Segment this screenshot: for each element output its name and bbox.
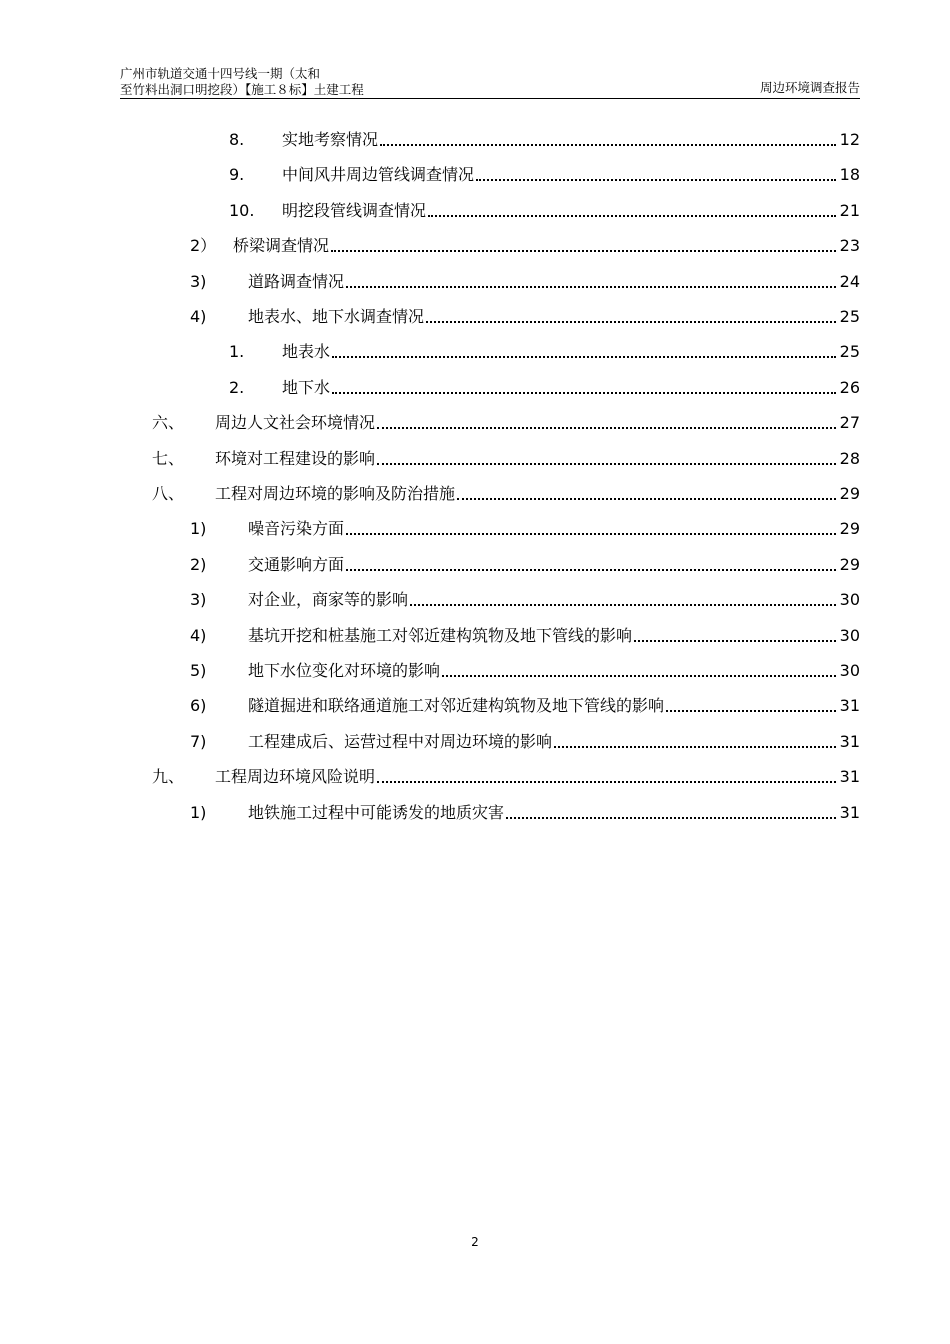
toc-entry-page: 24 [839,272,860,291]
toc-entry-number: 6) [190,696,207,715]
toc-entry[interactable] [152,403,860,433]
toc-entry[interactable] [190,651,860,681]
toc-entry-number: 1) [190,803,207,822]
toc-entry-number: 1. [229,342,245,361]
toc-entry-number: 2. [229,378,245,397]
toc-entry[interactable] [190,580,860,610]
toc-entry[interactable] [190,509,860,539]
toc-dot-leader [332,391,836,394]
toc-entry-title: 隧道掘进和联络通道施工对邻近建构筑物及地下管线的影响 [248,696,665,715]
toc-dot-leader [476,178,836,181]
header-report-title: 周边环境调查报告 [759,80,860,95]
toc-entry-number: 2） [190,236,217,255]
toc-entry-title: 工程建成后、运营过程中对周边环境的影响 [248,732,553,751]
toc-entry[interactable] [190,262,860,292]
toc-entry-page: 23 [839,236,860,255]
toc-entry[interactable] [229,191,860,221]
toc-entry-title: 工程周边环境风险说明 [215,767,376,786]
toc-dot-leader [457,497,836,500]
toc-entry-title: 地铁施工过程中可能诱发的地质灾害 [248,803,505,822]
toc-entry-page: 30 [839,661,860,680]
toc-entry-number: 4) [190,307,207,326]
toc-entry-number: 3) [190,272,207,291]
toc-entry[interactable] [190,616,860,646]
toc-dot-leader [377,426,836,429]
toc-entry-title: 工程对周边环境的影响及防治措施 [215,484,456,503]
toc-dot-leader [346,285,836,288]
toc-entry-title: 实地考察情况 [282,130,379,149]
toc-entry-page: 27 [839,413,860,432]
toc-entry-number: 七、 [152,449,185,468]
toc-entry-title: 基坑开挖和桩基施工对邻近建构筑物及地下管线的影响 [248,626,633,645]
header-project-name [120,66,364,98]
toc-entry-page: 30 [839,626,860,645]
toc-entry[interactable] [190,545,860,575]
toc-entry-title: 桥梁调查情况 [233,236,330,255]
toc-dot-leader [410,603,836,606]
toc-entry[interactable] [190,793,860,823]
toc-entry-title: 地下水位变化对环境的影响 [248,661,441,680]
toc-entry-number: 六、 [152,413,185,432]
toc-dot-leader [506,816,836,819]
toc-entry-page: 29 [839,555,860,574]
toc-entry-number: 4) [190,626,207,645]
toc-entry[interactable] [229,332,860,362]
toc-entry-number: 5) [190,661,207,680]
toc-entry-page: 31 [839,696,860,715]
toc-entry-title: 地表水 [282,342,331,361]
toc-entry-page: 25 [839,342,860,361]
header-line-2: 至竹料出洞口明挖段）【施工８标】土建工程 [120,82,364,97]
toc-entry-page: 12 [839,130,860,149]
page-header [120,66,860,99]
toc-entry-page: 30 [839,590,860,609]
toc-entry-number: 8. [229,130,245,149]
toc-dot-leader [426,320,836,323]
toc-entry-page: 31 [839,767,860,786]
toc-entry[interactable] [229,368,860,398]
toc-dot-leader [377,462,836,465]
toc-dot-leader [346,532,836,535]
toc-entry-title: 交通影响方面 [248,555,345,574]
toc-entry-page: 25 [839,307,860,326]
toc-entry-number: 2) [190,555,207,574]
toc-entry-title: 地下水 [282,378,331,397]
page-number: 2 [471,1235,479,1249]
toc-entry[interactable] [190,297,860,327]
toc-entry-title: 明挖段管线调查情况 [282,201,427,220]
toc-entry-title: 噪音污染方面 [248,519,345,538]
toc-dot-leader [634,639,836,642]
toc-entry-title: 道路调查情况 [248,272,345,291]
toc-entry-page: 28 [839,449,860,468]
toc-entry-page: 31 [839,803,860,822]
toc-entry-page: 26 [839,378,860,397]
toc-entry-number: 九、 [152,767,185,786]
toc-entry[interactable] [229,155,860,185]
header-line-1: 广州市轨道交通十四号线一期（太和 [120,66,321,81]
toc-entry-page: 29 [839,484,860,503]
toc-entry-title: 周边人文社会环境情况 [215,413,376,432]
toc-entry-page: 18 [839,165,860,184]
toc-dot-leader [380,143,836,146]
toc-entry[interactable] [152,439,860,469]
toc-entry-number: 1) [190,519,207,538]
toc-entry-title: 中间风井周边管线调查情况 [282,165,475,184]
toc-entry[interactable] [229,120,860,150]
toc-entry-page: 31 [839,732,860,751]
toc-entry-number: 7) [190,732,207,751]
toc-entry[interactable] [190,226,860,256]
toc-dot-leader [428,214,836,217]
toc-entry[interactable] [152,474,860,504]
toc-entry-number: 9. [229,165,245,184]
toc-dot-leader [554,745,836,748]
toc-dot-leader [442,674,836,677]
toc-entry[interactable] [190,686,860,716]
toc-dot-leader [346,568,836,571]
toc-entry-title: 地表水、地下水调查情况 [248,307,425,326]
toc-dot-leader [332,355,836,358]
toc-entry-page: 21 [839,201,860,220]
toc-entry-page: 29 [839,519,860,538]
toc-entry[interactable] [190,722,860,752]
toc-entry-number: 八、 [152,484,185,503]
toc-entry[interactable] [152,757,860,787]
toc-entry-number: 3) [190,590,207,609]
toc-entry-title: 环境对工程建设的影响 [215,449,376,468]
toc-entry-title: 对企业，商家等的影响 [248,590,409,609]
toc-dot-leader [377,780,836,783]
toc-dot-leader [666,709,836,712]
toc-entry-number: 10. [229,201,255,220]
toc-dot-leader [331,249,836,252]
